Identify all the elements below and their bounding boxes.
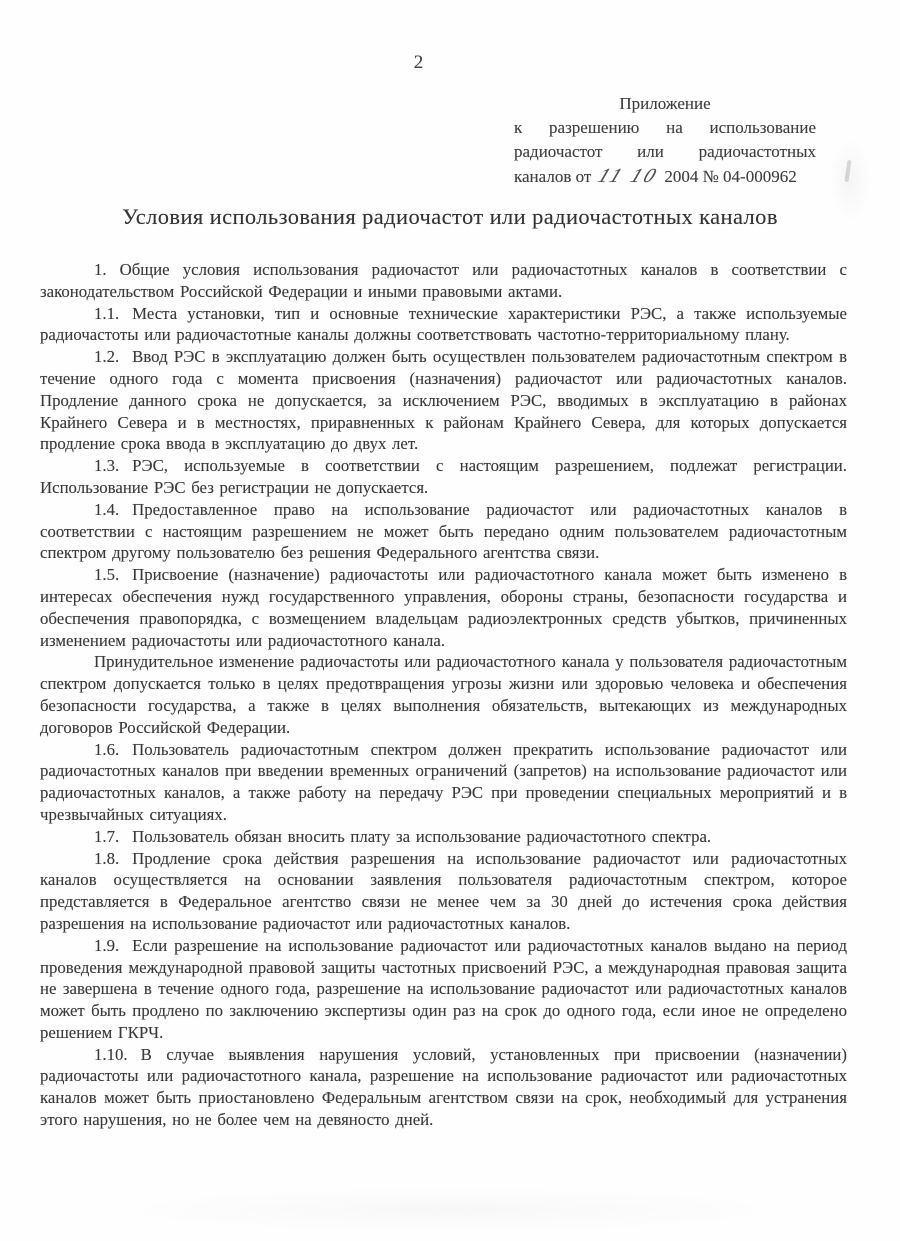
handwritten-date: 11 10: [594, 165, 662, 187]
paragraph-number: 1.1.: [94, 303, 120, 323]
paragraph: [40, 651, 847, 738]
appendix-line: радиочастот или радиочастотных: [514, 142, 816, 161]
paragraph: [40, 499, 847, 564]
paragraph: [40, 259, 847, 303]
paragraph-number: 1.2.: [94, 347, 120, 367]
paragraph-text: Общие условия использования радиочастот или радиочастотных каналов в соответствии с законодательством Российской Федерации и иными правовыми актами.: [40, 260, 847, 301]
appendix-date-line: [514, 164, 816, 189]
document-title: Условия использования радиочастот или радиочастотных каналов: [122, 204, 778, 229]
paragraph-text: Присвоение (назначение) радиочастоты или радиочастотного канала может быть изменено в интересах обеспечения нужд государственного управления, обороны страны, безопасности государства и обеспечения правопорядка, с возмещением владельцам радиоэлектронных средств убытков, причиненных изменением радиочастоты или радиочастотного канала.: [40, 565, 847, 650]
paragraph: [40, 826, 847, 848]
paragraph: [40, 564, 847, 651]
paragraph: [40, 935, 847, 1044]
document-body: [40, 259, 847, 1131]
paragraph-number: 1.5.: [94, 565, 120, 585]
appendix-heading: Приложение: [619, 94, 711, 113]
paragraph-text: Пользователь обязан вносить плату за использование радиочастотного спектра.: [132, 826, 712, 846]
paragraph-number: 1.4.: [94, 499, 120, 519]
paragraph-number: 1.6.: [94, 739, 120, 759]
paragraph-number: 1.7.: [94, 826, 120, 846]
appendix-number: 2004 № 04-000962: [664, 167, 797, 186]
paragraph-text: Ввод РЭС в эксплуатацию должен быть осуществлен пользователем радиочастотным спектром в течение одного года с момента присвоения (назначения) радиочастот или радиочастотных каналов. Продление данного срока не допускается, за исключением РЭС, вводимых в эксплуатацию в районах Крайнего Севера и в местностях, приравненных к районам Крайнего Севера, для которых допускается продление срока ввода в эксплуатацию до двух лет.: [40, 347, 847, 454]
appendix-line: к разрешению на использование: [514, 118, 816, 137]
appendix-date-prefix: каналов от: [514, 167, 592, 186]
paragraph-number: 1.10.: [94, 1044, 128, 1064]
paragraph-number: 1.8.: [94, 848, 120, 868]
paragraph-number: 1.3.: [94, 456, 120, 476]
paragraph-text: Продление срока действия разрешения на использование радиочастот или радиочастотных каналов осуществляется на основании заявления пользователя радиочастотным спектром, которое представляется в Федеральное агентство связи не менее чем за 30 дней до истечения срока действия разрешения на использование радиочастот или радиочастотных каналов.: [40, 848, 847, 933]
paragraph: [40, 848, 847, 935]
paragraph-text: Пользователь радиочастотным спектром должен прекратить использование радиочастот или радиочастотных каналов при введении временных ограничений (запретов) на использование радиочастот или радиочастотных каналов, а также работу на передачу РЭС при проведении специальных мероприятий и в чрезвычайных ситуациях.: [40, 739, 847, 824]
scan-mark: [844, 160, 851, 182]
paragraph-number: 1.9.: [94, 935, 120, 955]
paragraph-number: 1.: [94, 260, 107, 279]
paragraph: [40, 1044, 847, 1131]
paragraph-text: В случае выявления нарушения условий, установленных при присвоении (назначении) радиочастоты или радиочастотного канала, разрешение на использование радиочастот или радиочастотных каналов может быть приостановлено Федеральным агентством связи на срок, необходимый для устранения этого нарушения, но не более чем на девяносто дней.: [40, 1044, 847, 1130]
appendix-block: [514, 92, 816, 189]
paragraph: [40, 346, 847, 455]
paragraph-text: РЭС, используемые в соответствии с настоящим разрешением, подлежат регистрации. Использование РЭС без регистрации не допускается.: [40, 456, 847, 497]
paragraph-text: Если разрешение на использование радиочастот или радиочастотных каналов выдано на период проведения международной правовой защиты частотных присвоений РЭС, а международная правовая защита не завершена в течение одного года, разрешение на использование радиочастот или радиочастотных каналов может быть продлено по заключению экспертизы один раз на срок до одного года, если иное не определено решением ГКРЧ.: [40, 935, 847, 1042]
paragraph: [40, 455, 847, 499]
paragraph: [40, 303, 847, 347]
page-number: 2: [413, 52, 424, 73]
paragraph-text: Принудительное изменение радиочастоты или радиочастотного канала у пользователя радиочастотным спектром допускается только в целях предотвращения угрозы жизни или здоровью человека и обеспечения безопасности государства, а также в целях выполнения обязательств, вытекающих из международных договоров Российской Федерации.: [40, 652, 847, 737]
paragraph-text: Места установки, тип и основные технические характеристики РЭС, а также используемые радиочастоты или радиочастотные каналы должны соответствовать частотно-территориальному плану.: [40, 303, 847, 345]
paragraph-text: Предоставленное право на использование радиочастот или радиочастотных каналов в соответствии с настоящим разрешением не может быть передано одним пользователем радиочастотным спектром другому пользователю без решения Федерального агентства связи.: [40, 499, 847, 563]
paragraph: [40, 739, 847, 826]
scan-smudge: [0, 1180, 900, 1240]
